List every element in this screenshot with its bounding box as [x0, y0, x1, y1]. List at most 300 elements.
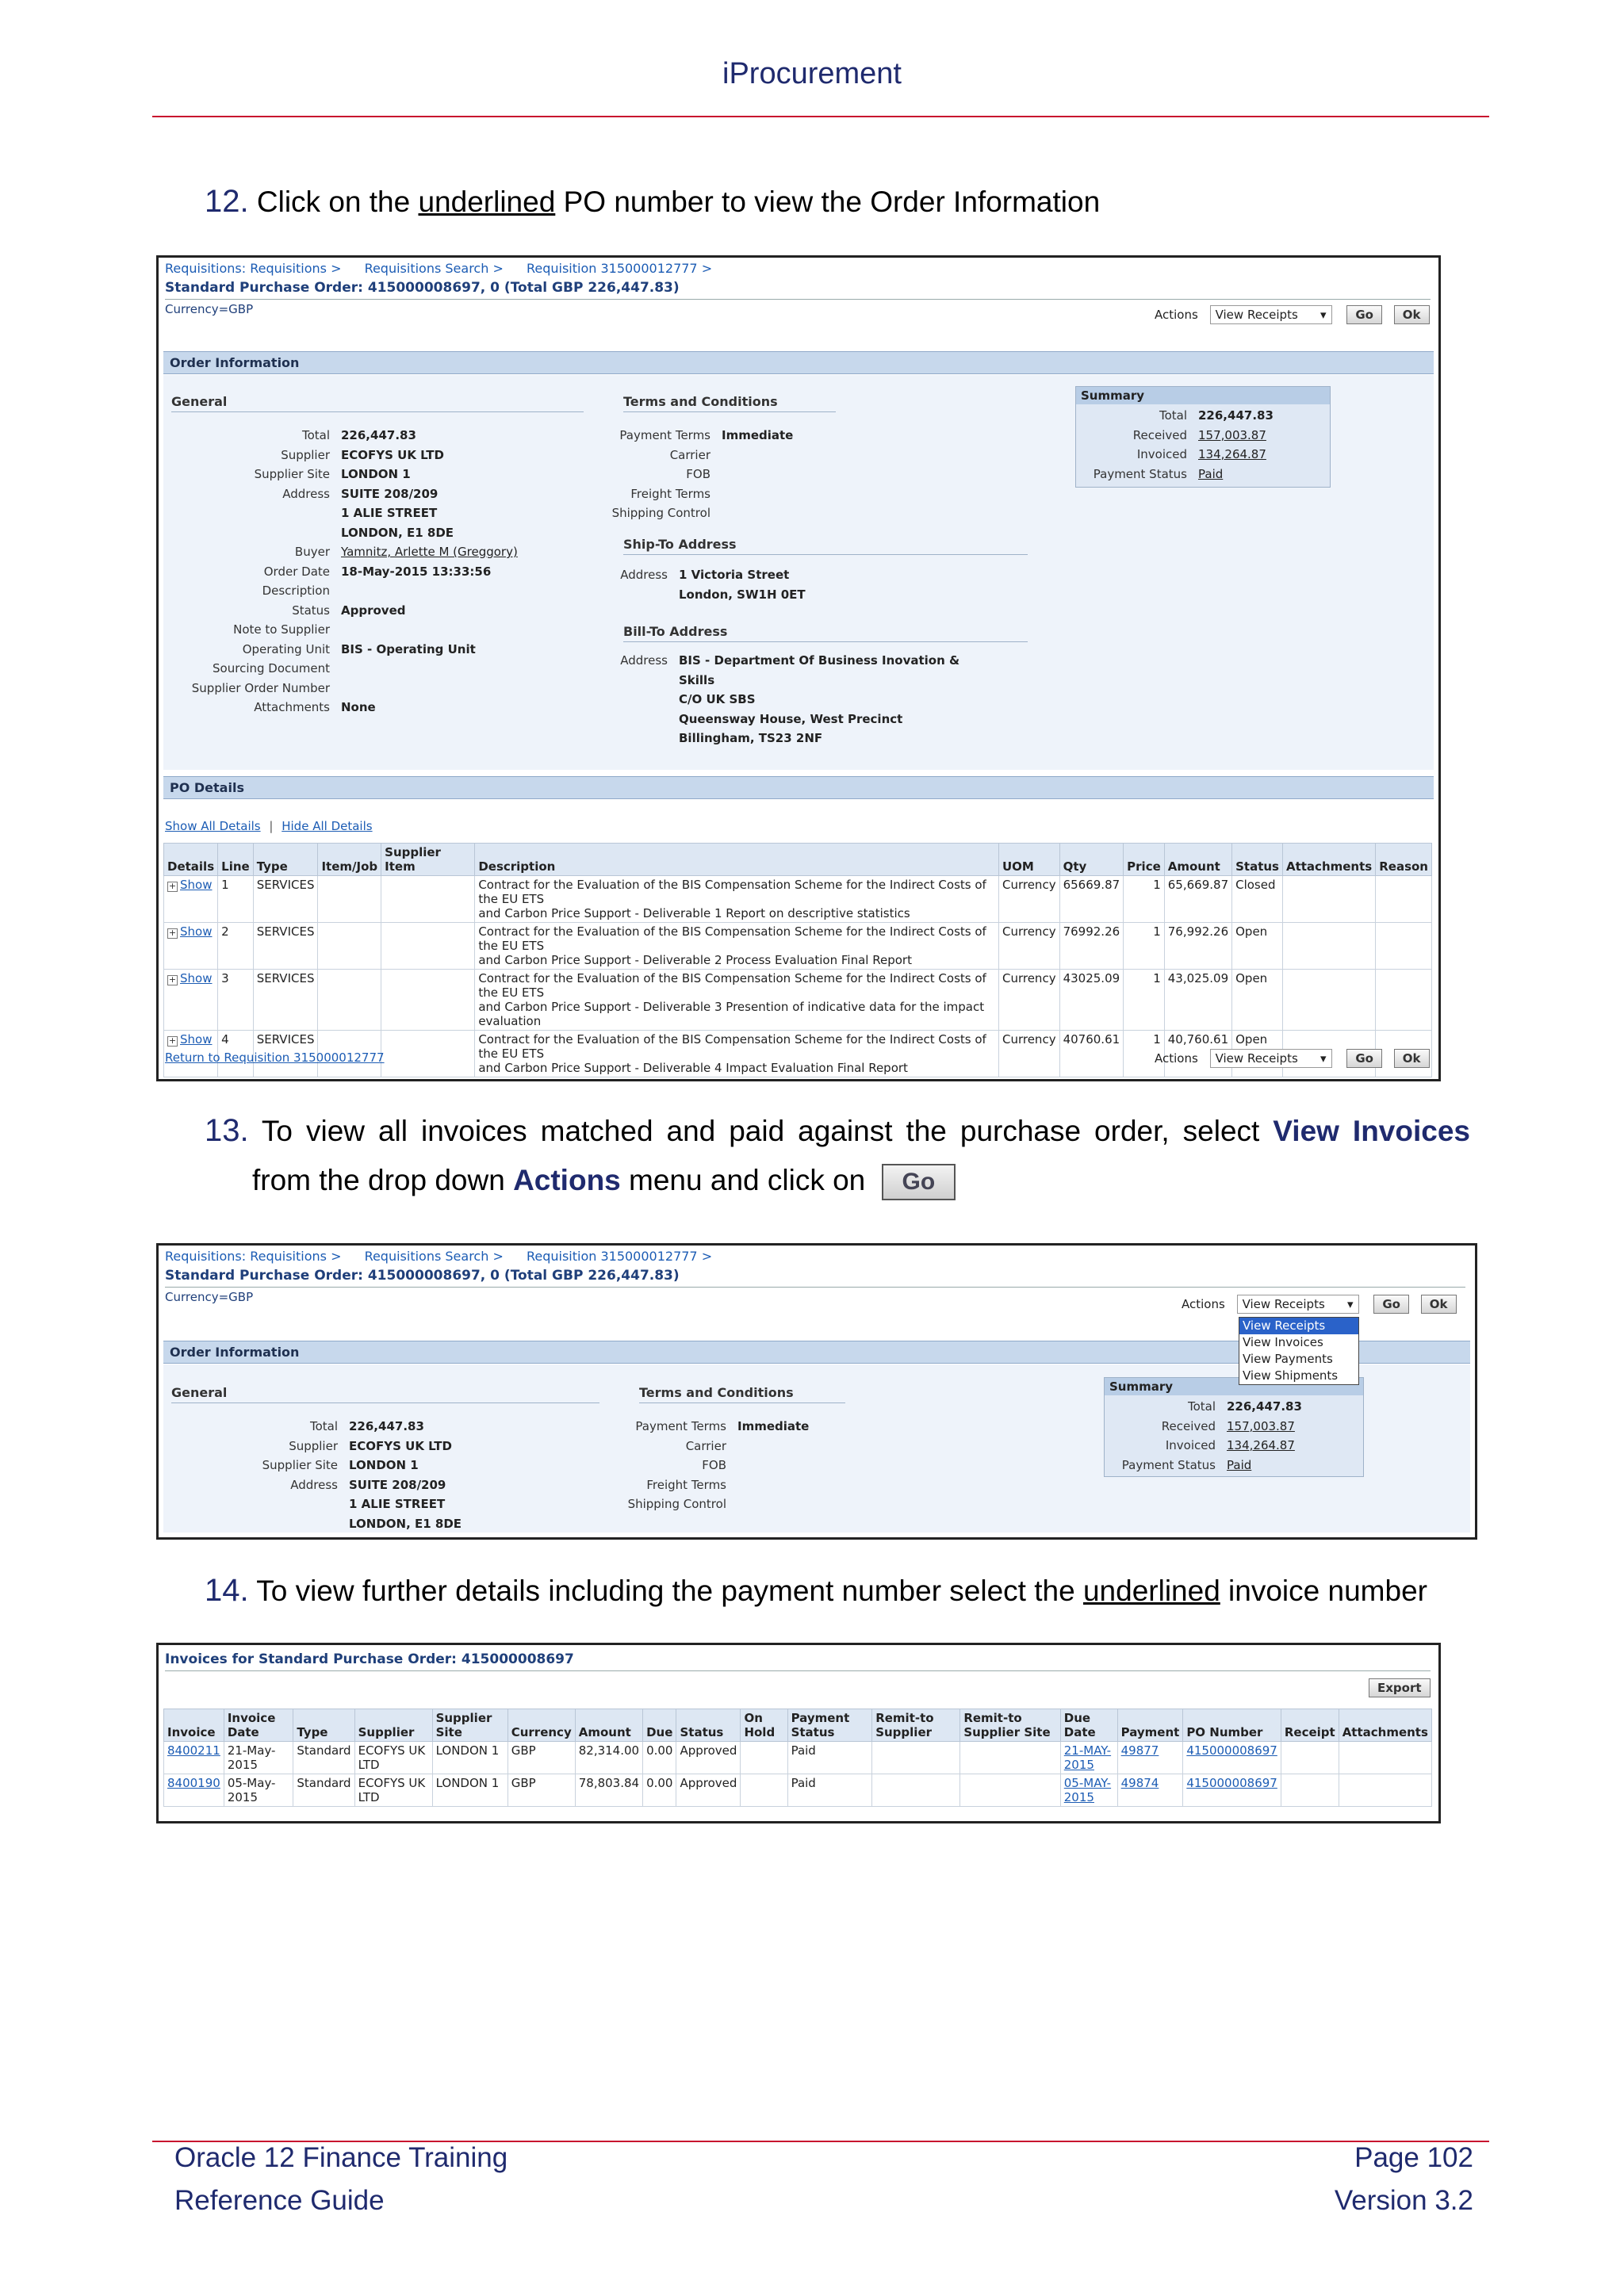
- column-header: Price: [1124, 844, 1165, 876]
- invoices-screenshot: [156, 1643, 1441, 1823]
- supplier-site-cell: LONDON 1: [432, 1742, 508, 1774]
- step-13-line-2: [252, 1164, 956, 1200]
- ship-to-header: Ship-To Address: [623, 537, 1028, 555]
- invoices-title: Invoices for Standard Purchase Order: 415000008697: [165, 1651, 1431, 1671]
- field-value: SUITE 208/209: [341, 486, 439, 501]
- po-title: Standard Purchase Order: 415000008697, 0 (Total GBP 226,447.83): [165, 1268, 1465, 1288]
- dropdown-option[interactable]: View Shipments: [1243, 1368, 1339, 1383]
- invoice-number-link[interactable]: 8400211: [167, 1743, 220, 1758]
- table-row: [164, 970, 1432, 1031]
- amount-cell: 40,760.61: [1164, 1031, 1231, 1077]
- step-text: Click on the: [256, 186, 419, 218]
- header-rule: [152, 116, 1489, 117]
- step-underlined: underlined: [1082, 1575, 1220, 1607]
- price-cell: 1: [1124, 923, 1165, 970]
- field-row: [163, 581, 518, 601]
- po-number-cell: [1183, 1774, 1281, 1807]
- column-header: Details: [164, 844, 218, 876]
- details-cell: [164, 876, 218, 923]
- actions-select[interactable]: [1210, 305, 1332, 324]
- breadcrumb-item[interactable]: Requisition 315000012777 >: [526, 1249, 713, 1264]
- field-value: ECOFYS UK LTD: [349, 1438, 452, 1453]
- breadcrumb-item[interactable]: Requisitions Search >: [364, 261, 504, 276]
- details-cell: [164, 923, 218, 970]
- field-label: Supplier Site: [262, 1458, 338, 1472]
- expand-icon[interactable]: +: [168, 881, 177, 891]
- column-header: Invoice: [164, 1709, 224, 1742]
- step-text: PO number to view the Order Information: [555, 186, 1101, 218]
- reason-cell: [1376, 876, 1432, 923]
- field-label: Supplier: [289, 1438, 338, 1453]
- bill-to-line: Skills: [679, 672, 715, 687]
- summary-value: 226,447.83: [1227, 1399, 1302, 1414]
- due-date-link[interactable]: 05-MAY-2015: [1063, 1776, 1112, 1804]
- field-row: [163, 601, 518, 621]
- status-cell: Closed: [1232, 876, 1283, 923]
- actions-label: Actions: [1155, 1051, 1198, 1066]
- return-to-requisition-link[interactable]: Return to Requisition 315000012777: [165, 1050, 385, 1065]
- field-row: [592, 465, 793, 484]
- bill-to-line: BIS - Department Of Business Inovation &: [679, 653, 960, 668]
- summary-box: [1104, 1377, 1364, 1477]
- step-14: [205, 1573, 1427, 1609]
- breadcrumb: [165, 261, 731, 276]
- po-number-link[interactable]: 415000008697: [1186, 1743, 1277, 1758]
- breadcrumb-item[interactable]: Requisitions: Requisitions >: [165, 261, 342, 276]
- invoice-number-link[interactable]: 8400190: [167, 1776, 220, 1790]
- field-value: 1 ALIE STREET: [341, 506, 438, 520]
- column-header: Amount: [1164, 844, 1231, 876]
- ship-to-line: 1 Victoria Street: [679, 568, 790, 582]
- breadcrumb-item[interactable]: Requisitions: Requisitions >: [165, 1249, 342, 1264]
- field-row: [163, 503, 518, 523]
- po-screenshot: [156, 255, 1441, 1081]
- supplier-item-cell: [381, 876, 475, 923]
- currency-label: Currency=GBP: [165, 302, 254, 316]
- attachments-cell: [1339, 1742, 1431, 1774]
- field-label: FOB: [702, 1458, 726, 1472]
- description-cell: [475, 1031, 999, 1077]
- invoices-table: [163, 1709, 1432, 1807]
- actions-bar: [1155, 305, 1430, 324]
- due-cell: 0.00: [643, 1774, 676, 1807]
- footer-version: Version 3.2: [1334, 2185, 1473, 2216]
- invoice-date-cell: 21-May-2015: [224, 1742, 293, 1774]
- on-hold-cell: [741, 1742, 787, 1774]
- qty-cell: 43025.09: [1059, 970, 1124, 1031]
- hide-all-details-link[interactable]: Hide All Details: [282, 819, 373, 833]
- payment-number-cell: [1117, 1774, 1183, 1807]
- order-information-header: Order Information: [163, 351, 1434, 374]
- payment-status-cell: Paid: [787, 1742, 872, 1774]
- ship-to-label: Address: [620, 568, 668, 582]
- field-label: Address: [282, 486, 330, 501]
- field-row: [163, 446, 518, 465]
- payment-number-link[interactable]: 49874: [1120, 1776, 1159, 1790]
- amount-cell: 65,669.87: [1164, 876, 1231, 923]
- line-cell: 2: [218, 923, 254, 970]
- summary-row: [1076, 426, 1274, 446]
- column-header: Amount: [575, 1709, 642, 1742]
- column-header: Qty: [1059, 844, 1124, 876]
- actions-select-value: View Receipts: [1215, 1051, 1298, 1066]
- summary-label: Payment Status: [1121, 1457, 1216, 1472]
- column-header: Remit-to Supplier: [872, 1709, 960, 1742]
- column-header: UOM: [998, 844, 1059, 876]
- bill-to-label: Address: [620, 653, 668, 668]
- field-label: Payment Terms: [619, 428, 710, 442]
- order-information-panel: [163, 375, 1434, 770]
- column-header: Item/Job: [318, 844, 381, 876]
- show-details-link[interactable]: Show: [180, 924, 213, 939]
- line-cell: 1: [218, 876, 254, 923]
- actions-select-value: View Receipts: [1215, 308, 1298, 322]
- summary-row: [1076, 445, 1274, 465]
- column-header: Line: [218, 844, 254, 876]
- go-button-illustration: Go: [882, 1164, 956, 1200]
- supplier-cell: ECOFYS UK LTD: [354, 1742, 432, 1774]
- due-date-cell: [1060, 1774, 1117, 1807]
- summary-label: Received: [1161, 1418, 1216, 1433]
- summary-value-link[interactable]: 157,003.87: [1198, 427, 1266, 442]
- dropdown-option[interactable]: View Invoices: [1243, 1335, 1323, 1349]
- summary-value: 226,447.83: [1198, 408, 1274, 423]
- remit-to-supplier-cell: [872, 1742, 960, 1774]
- summary-value-link[interactable]: 157,003.87: [1227, 1418, 1295, 1433]
- field-label: Order Date: [263, 564, 330, 579]
- step-text: invoice number: [1220, 1575, 1427, 1607]
- column-header: Supplier Site: [432, 1709, 508, 1742]
- column-header: Due: [643, 1709, 676, 1742]
- description-cell: [475, 923, 999, 970]
- actions-dropdown-list: [1239, 1317, 1359, 1385]
- amount-cell: 78,803.84: [575, 1774, 642, 1807]
- step-13-line-1: [205, 1113, 1470, 1149]
- column-header: Receipt: [1281, 1709, 1339, 1742]
- column-header: Type: [253, 844, 318, 876]
- field-label: Freight Terms: [646, 1477, 726, 1492]
- field-label: Address: [290, 1477, 338, 1492]
- column-header: Payment Status: [787, 1709, 872, 1742]
- footer-page: Page 102: [1354, 2142, 1473, 2173]
- expand-icon[interactable]: +: [168, 1035, 177, 1046]
- payment-status-cell: Paid: [787, 1774, 872, 1807]
- due-cell: 0.00: [643, 1742, 676, 1774]
- field-row: [163, 523, 518, 543]
- item-cell: [318, 970, 381, 1031]
- po-details-header: PO Details: [163, 776, 1434, 799]
- field-row: [163, 640, 518, 660]
- supplier-item-cell: [381, 1031, 475, 1077]
- ok-button[interactable]: Ok: [1421, 1295, 1457, 1314]
- summary-value-link[interactable]: 134,264.87: [1198, 447, 1266, 461]
- step-text: from the drop down: [252, 1164, 514, 1196]
- payment-number-link[interactable]: 49877: [1120, 1743, 1159, 1758]
- field-row: [592, 446, 793, 465]
- field-label: Description: [262, 584, 330, 598]
- field-value: Approved: [341, 603, 406, 618]
- step-number: 12.: [205, 184, 249, 219]
- description-cell: [475, 970, 999, 1031]
- summary-value-link[interactable]: Paid: [1198, 466, 1224, 481]
- column-header: Currency: [508, 1709, 575, 1742]
- summary-label: Total: [1187, 1399, 1216, 1414]
- field-value: None: [341, 700, 376, 714]
- actions-bar: [1182, 1295, 1457, 1314]
- field-row: [171, 1475, 462, 1495]
- qty-cell: 65669.87: [1059, 876, 1124, 923]
- amount-cell: 82,314.00: [575, 1742, 642, 1774]
- actions-select[interactable]: [1237, 1295, 1359, 1314]
- show-details-link[interactable]: Show: [180, 971, 213, 985]
- field-label: Sourcing Document: [213, 661, 330, 675]
- table-row: [164, 1742, 1432, 1774]
- field-row: [171, 1417, 462, 1437]
- field-row: [163, 426, 518, 446]
- actions-select-value: View Receipts: [1242, 1297, 1325, 1311]
- column-header: Status: [676, 1709, 741, 1742]
- go-button[interactable]: Go: [1346, 305, 1382, 324]
- field-row: [607, 1437, 809, 1456]
- field-row: [592, 484, 793, 504]
- field-label: Total: [309, 1419, 338, 1433]
- price-cell: 1: [1124, 970, 1165, 1031]
- chevron-down-icon: ▾: [1320, 308, 1327, 322]
- field-value: 226,447.83: [341, 428, 416, 442]
- field-label: Operating Unit: [242, 641, 330, 656]
- description-line: and Carbon Price Support - Deliverable 4 Impact Evaluation Final Report: [478, 1061, 908, 1075]
- go-button[interactable]: Go: [1346, 1049, 1382, 1068]
- attachments-cell: [1282, 970, 1375, 1031]
- actions-bar-bottom: [1155, 1049, 1430, 1068]
- field-row: [592, 503, 793, 523]
- step-bold: View Invoices: [1273, 1115, 1470, 1147]
- field-label: Shipping Control: [627, 1497, 726, 1511]
- page-header-title: iProcurement: [722, 57, 902, 90]
- field-value: LONDON 1: [349, 1458, 419, 1472]
- table-row: [164, 923, 1432, 970]
- step-number: 14.: [205, 1573, 249, 1608]
- field-row: [607, 1475, 809, 1495]
- invoice-date-cell: 05-May-2015: [224, 1774, 293, 1807]
- reason-cell: [1376, 970, 1432, 1031]
- column-header: Attachments: [1282, 844, 1375, 876]
- go-button[interactable]: Go: [1373, 1295, 1409, 1314]
- po-title: Standard Purchase Order: 415000008697, 0 (Total GBP 226,447.83): [165, 280, 1431, 300]
- bill-to-line: Billingham, TS23 2NF: [679, 731, 823, 745]
- summary-row: [1105, 1456, 1302, 1475]
- qty-cell: 40760.61: [1059, 1031, 1124, 1077]
- dropdown-option[interactable]: View Receipts: [1239, 1318, 1358, 1334]
- field-row: [163, 698, 518, 718]
- terms-fields: [592, 426, 793, 523]
- remit-to-supplier-cell: [872, 1774, 960, 1807]
- remit-to-site-cell: [960, 1742, 1060, 1774]
- field-row: [163, 659, 518, 679]
- terms-header: Terms and Conditions: [623, 394, 836, 412]
- field-row: [607, 1417, 809, 1437]
- column-header: Description: [475, 844, 999, 876]
- dropdown-option[interactable]: View Payments: [1243, 1352, 1333, 1366]
- expand-icon[interactable]: +: [168, 928, 177, 938]
- field-value: 226,447.83: [349, 1419, 424, 1433]
- actions-select[interactable]: [1210, 1049, 1332, 1068]
- export-button[interactable]: Export: [1369, 1678, 1431, 1697]
- column-header: Due Date: [1060, 1709, 1117, 1742]
- column-header: Invoice Date: [224, 1709, 293, 1742]
- status-cell: Approved: [676, 1742, 741, 1774]
- chevron-down-icon: ▾: [1347, 1297, 1354, 1311]
- column-header: Supplier Item: [381, 844, 475, 876]
- field-row: [607, 1494, 809, 1514]
- due-date-link[interactable]: 21-MAY-2015: [1063, 1743, 1112, 1772]
- summary-box: [1075, 386, 1331, 488]
- field-row: [163, 620, 518, 640]
- summary-row: [1076, 406, 1274, 426]
- uom-cell: Currency: [998, 923, 1059, 970]
- step-number: 13.: [205, 1113, 249, 1148]
- step-bold: Actions: [513, 1164, 621, 1196]
- due-date-cell: [1060, 1742, 1117, 1774]
- description-line: and Carbon Price Support - Deliverable 2 Process Evaluation Final Report: [478, 953, 912, 967]
- price-cell: 1: [1124, 876, 1165, 923]
- price-cell: 1: [1124, 1031, 1165, 1077]
- description-line: Contract for the Evaluation of the BIS Compensation Scheme for the Indirect Costs of the EU ETS: [478, 971, 986, 1000]
- summary-row: [1105, 1397, 1302, 1417]
- description-cell: [475, 876, 999, 923]
- terms-fields: [607, 1417, 809, 1514]
- breadcrumb-item[interactable]: Requisition 315000012777 >: [526, 261, 713, 276]
- summary-value-link[interactable]: 134,264.87: [1227, 1438, 1295, 1452]
- description-line: and Carbon Price Support - Deliverable 3 Presention of indicative data for the impact evaluation: [478, 1000, 985, 1028]
- status-cell: Open: [1232, 970, 1283, 1031]
- attachments-cell: [1339, 1774, 1431, 1807]
- field-value: SUITE 208/209: [349, 1477, 446, 1492]
- field-row: [171, 1437, 462, 1456]
- actions-dropdown-screenshot: [156, 1243, 1477, 1540]
- ok-button[interactable]: Ok: [1394, 305, 1430, 324]
- field-label: Freight Terms: [630, 486, 710, 501]
- field-label: Note to Supplier: [233, 622, 330, 637]
- field-label: Status: [292, 603, 330, 618]
- field-value: Immediate: [722, 428, 794, 442]
- type-cell: Standard: [293, 1742, 354, 1774]
- field-row: [163, 465, 518, 484]
- column-header: PO Number: [1183, 1709, 1281, 1742]
- field-label: Carrier: [669, 447, 710, 462]
- field-value: 1 ALIE STREET: [349, 1497, 446, 1511]
- summary-row: [1105, 1436, 1302, 1456]
- receipt-cell: [1281, 1774, 1339, 1807]
- amount-cell: 76,992.26: [1164, 923, 1231, 970]
- supplier-cell: ECOFYS UK LTD: [354, 1774, 432, 1807]
- currency-cell: GBP: [508, 1742, 575, 1774]
- chevron-down-icon: ▾: [1320, 1051, 1327, 1066]
- field-row: [163, 562, 518, 582]
- ship-to-line: London, SW1H 0ET: [679, 587, 806, 602]
- bill-to-line: Queensway House, West Precinct: [679, 711, 903, 726]
- field-row: [163, 542, 518, 562]
- ok-button[interactable]: Ok: [1394, 1049, 1430, 1068]
- field-value: ECOFYS UK LTD: [341, 447, 444, 462]
- show-details-link[interactable]: Show: [180, 878, 213, 892]
- description-line: and Carbon Price Support - Deliverable 1 Report on descriptive statistics: [478, 906, 910, 920]
- amount-cell: 43,025.09: [1164, 970, 1231, 1031]
- column-header: Attachments: [1339, 1709, 1431, 1742]
- general-header: General: [171, 1385, 599, 1403]
- summary-label: Received: [1132, 427, 1187, 442]
- type-cell: SERVICES: [253, 876, 318, 923]
- terms-header: Terms and Conditions: [639, 1385, 845, 1403]
- order-information-panel: [163, 1364, 1470, 1533]
- show-details-link[interactable]: Show: [180, 1032, 213, 1047]
- column-header: Remit-to Supplier Site: [960, 1709, 1060, 1742]
- summary-value-link[interactable]: Paid: [1227, 1457, 1252, 1472]
- show-all-details-link[interactable]: Show All Details: [165, 819, 261, 833]
- invoice-number-cell: [164, 1742, 224, 1774]
- column-header: Type: [293, 1709, 354, 1742]
- expand-icon[interactable]: +: [168, 974, 177, 985]
- summary-header: Summary: [1076, 387, 1330, 404]
- attachments-cell: [1282, 923, 1375, 970]
- footer-guide: Reference Guide: [174, 2185, 385, 2216]
- step-12: [205, 184, 1100, 220]
- general-fields: [171, 1417, 462, 1533]
- uom-cell: Currency: [998, 876, 1059, 923]
- field-value: LONDON 1: [341, 467, 411, 481]
- invoice-number-cell: [164, 1774, 224, 1807]
- field-value: LONDON, E1 8DE: [349, 1516, 462, 1531]
- field-value-link[interactable]: Yamnitz, Arlette M (Greggory): [341, 545, 518, 559]
- bill-to-header: Bill-To Address: [623, 624, 1028, 642]
- po-number-link[interactable]: 415000008697: [1186, 1776, 1277, 1790]
- status-cell: Open: [1232, 923, 1283, 970]
- field-value: BIS - Operating Unit: [341, 641, 476, 656]
- summary-label: Invoiced: [1136, 447, 1187, 461]
- step-underlined: underlined: [418, 186, 556, 218]
- field-value: Immediate: [737, 1419, 810, 1433]
- field-row: [171, 1494, 462, 1514]
- field-value: 18-May-2015 13:33:56: [341, 564, 492, 579]
- footer-course: Oracle 12 Finance Training: [174, 2142, 508, 2173]
- summary-rows: [1105, 1397, 1302, 1475]
- field-label: Shipping Control: [611, 506, 710, 520]
- field-label: Total: [301, 428, 330, 442]
- order-information-header: Order Information: [163, 1341, 1470, 1364]
- field-row: [163, 679, 518, 698]
- step-text: To view all invoices matched and paid against the purchase order, select: [261, 1115, 1274, 1147]
- attachments-cell: [1282, 876, 1375, 923]
- summary-row: [1105, 1417, 1302, 1437]
- currency-label: Currency=GBP: [165, 1290, 254, 1304]
- status-cell: Approved: [676, 1774, 741, 1807]
- general-fields: [163, 426, 518, 718]
- field-row: [171, 1456, 462, 1475]
- type-cell: SERVICES: [253, 1031, 318, 1077]
- detail-toggle-links: Show All Details | Hide All Details: [165, 819, 373, 833]
- breadcrumb-item[interactable]: Requisitions Search >: [364, 1249, 504, 1264]
- breadcrumb: [165, 1249, 731, 1264]
- item-cell: [318, 923, 381, 970]
- field-row: [163, 484, 518, 504]
- bill-to-address: [592, 651, 959, 748]
- field-row: [171, 1514, 462, 1534]
- summary-rows: [1076, 406, 1274, 484]
- status-cell: Open: [1232, 1031, 1283, 1077]
- column-header: Status: [1232, 844, 1283, 876]
- actions-label: Actions: [1155, 308, 1198, 322]
- type-cell: SERVICES: [253, 923, 318, 970]
